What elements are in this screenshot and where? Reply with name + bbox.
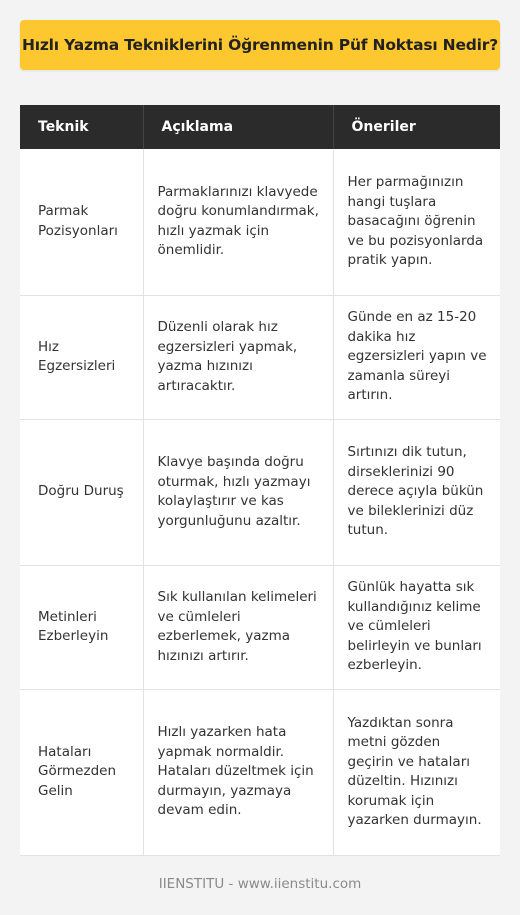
table-row bbox=[20, 419, 500, 565]
cell-description: Parmaklarınızı klavyede doğru konumlandırmak, hızlı yazmak için önemlidir. bbox=[143, 149, 333, 295]
cell-description: Düzenli olarak hız egzersizleri yapmak, yazma hızınızı artıracaktır. bbox=[143, 295, 333, 419]
techniques-table bbox=[20, 105, 500, 856]
cell-recommendation: Günde en az 15-20 dakika hız egzersizleri yapın ve zamanla süreyi artırın. bbox=[333, 295, 500, 419]
cell-recommendation: Yazdıktan sonra metni gözden geçirin ve hataları düzeltin. Hızınızı korumak için yazarken durmayın. bbox=[333, 689, 500, 855]
cell-technique: Doğru Duruş bbox=[20, 419, 143, 565]
page-title: Hızlı Yazma Tekniklerini Öğrenmenin Püf Noktası Nedir? bbox=[21, 36, 499, 54]
header-technique: Teknik bbox=[20, 105, 143, 149]
cell-technique: Parmak Pozisyonları bbox=[20, 149, 143, 295]
cell-description: Klavye başında doğru oturmak, hızlı yazmayı kolaylaştırır ve kas yorgunluğunu azaltır. bbox=[143, 419, 333, 565]
cell-technique: Hataları Görmezden Gelin bbox=[20, 689, 143, 855]
cell-technique: Hız Egzersizleri bbox=[20, 295, 143, 419]
table-row bbox=[20, 149, 500, 295]
cell-description: Sık kullanılan kelimeleri ve cümleleri ezberlemek, yazma hızınızı artırır. bbox=[143, 565, 333, 689]
cell-technique: Metinleri Ezberleyin bbox=[20, 565, 143, 689]
table-row bbox=[20, 689, 500, 855]
table-header-row bbox=[20, 105, 500, 149]
table-row bbox=[20, 565, 500, 689]
cell-recommendation: Sırtınızı dik tutun, dirseklerinizi 90 derece açıyla bükün ve bileklerinizi düz tutun. bbox=[333, 419, 500, 565]
title-banner bbox=[20, 20, 500, 70]
cell-recommendation: Her parmağınızın hangi tuşlara basacağını öğrenin ve bu pozisyonlarda pratik yapın. bbox=[333, 149, 500, 295]
table-row bbox=[20, 295, 500, 419]
cell-description: Hızlı yazarken hata yapmak normaldir. Hataları düzeltmek için durmayın, yazmaya devam edin. bbox=[143, 689, 333, 855]
footer-credit: IIENSTITU - www.iienstitu.com bbox=[158, 876, 362, 892]
header-description: Açıklama bbox=[143, 105, 333, 149]
cell-recommendation: Günlük hayatta sık kullandığınız kelime ve cümleleri belirleyin ve bunları ezberleyin. bbox=[333, 565, 500, 689]
header-recommendations: Öneriler bbox=[333, 105, 500, 149]
